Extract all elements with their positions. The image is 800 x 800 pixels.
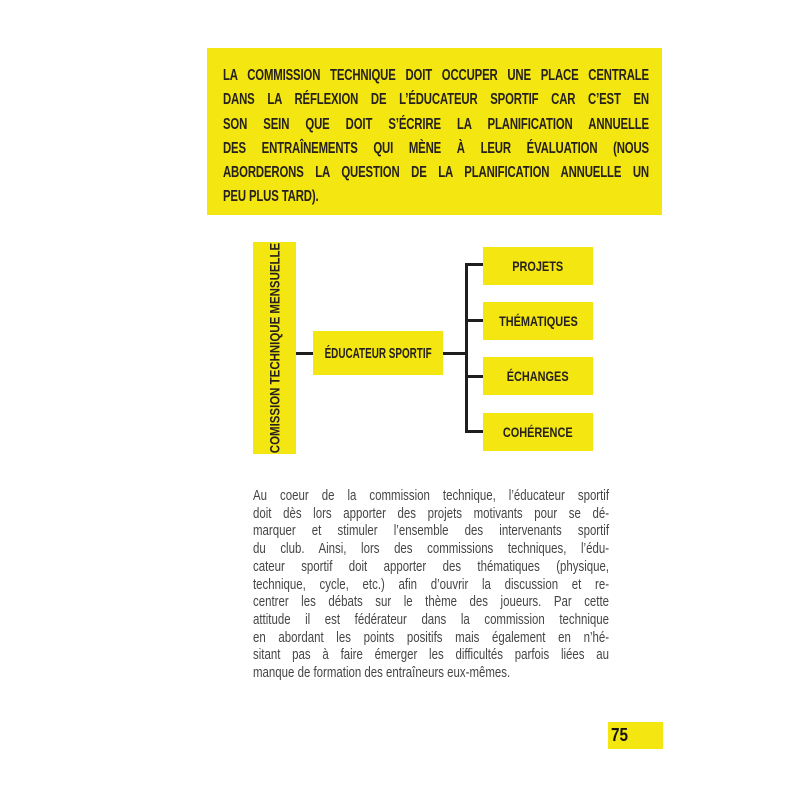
headline-line: SON SEIN QUE DOIT S’ÉCRIRE LA PLANIFICATION ANNUELLE [223,115,649,133]
headline-line: LA COMMISSION TECHNIQUE DOIT OCCUPER UNE PLACE CENTRALE [223,67,649,84]
paragraph-line: doit dès lors apporter des projets motivants pour se dé- [253,505,610,522]
paragraph-line: Au coeur de la commission technique, l’éducateur sportif [253,488,610,504]
page-number-badge [608,722,663,749]
connector-spine [465,263,468,433]
diagram-center-label: ÉDUCATEUR SPORTIF [324,344,432,362]
diagram-child-node-projets [483,247,593,285]
headline-line: PEU PLUS TARD). [223,188,319,206]
paragraph-line: marquer et stimuler l’ensemble des intervenants sportif [253,523,610,540]
paragraph-line: en abordant les points positifs mais également en n’hé- [253,629,610,646]
paragraph-line: sitant pas à faire émerger les difficultés parfois liées au [253,647,610,664]
connector-stub-projets [465,263,483,266]
diagram-child-label: ÉCHANGES [507,368,569,384]
headline-banner [207,48,662,215]
diagram-child-label: COHÉRENCE [503,424,573,440]
headline-line: DANS LA RÉFLEXION DE L’ÉDUCATEUR SPORTIF CAR C’EST EN [223,91,649,109]
connector-root-to-center [296,352,313,355]
diagram-child-label: THÉMATIQUES [498,313,578,329]
headline-text-block [223,64,649,210]
paragraph-line: cateur sportif doit apporter des thématiques (physique, [253,558,610,575]
diagram-root-label: COMISSION TECHNIQUE MENSUELLE [267,242,282,454]
connector-stub-thematiques [465,319,483,322]
body-paragraph-text [253,488,609,683]
connector-stub-echanges [465,375,483,378]
diagram-child-label: PROJETS [512,258,564,274]
paragraph-line: du club. Ainsi, lors des commissions techniques, l’édu- [253,541,610,558]
diagram-child-node-coherence [483,413,593,451]
paragraph-line: attitude il est fédérateur dans la commission technique [253,611,610,628]
paragraph-line: centrer les débats sur le thème des joueurs. Par cette [253,594,610,611]
diagram-root-node [253,242,296,454]
body-paragraph [253,488,609,683]
diagram-center-node [313,331,443,375]
headline-line: ABORDERONS LA QUESTION DE LA PLANIFICATION ANNUELLE UN [223,164,649,182]
page-number: 75 [611,725,629,745]
paragraph-line: technique, cycle, etc.) afin d’ouvrir la discussion et re- [253,576,610,593]
diagram-child-node-echanges [483,357,593,395]
paragraph-line: manque de formation des entraîneurs eux-mêmes. [253,665,511,682]
connector-stub-coherence [465,430,483,433]
headline-line: DES ENTRAÎNEMENTS QUI MÈNE À LEUR ÉVALUATION (NOUS [223,139,649,157]
diagram-child-node-thematiques [483,302,593,340]
